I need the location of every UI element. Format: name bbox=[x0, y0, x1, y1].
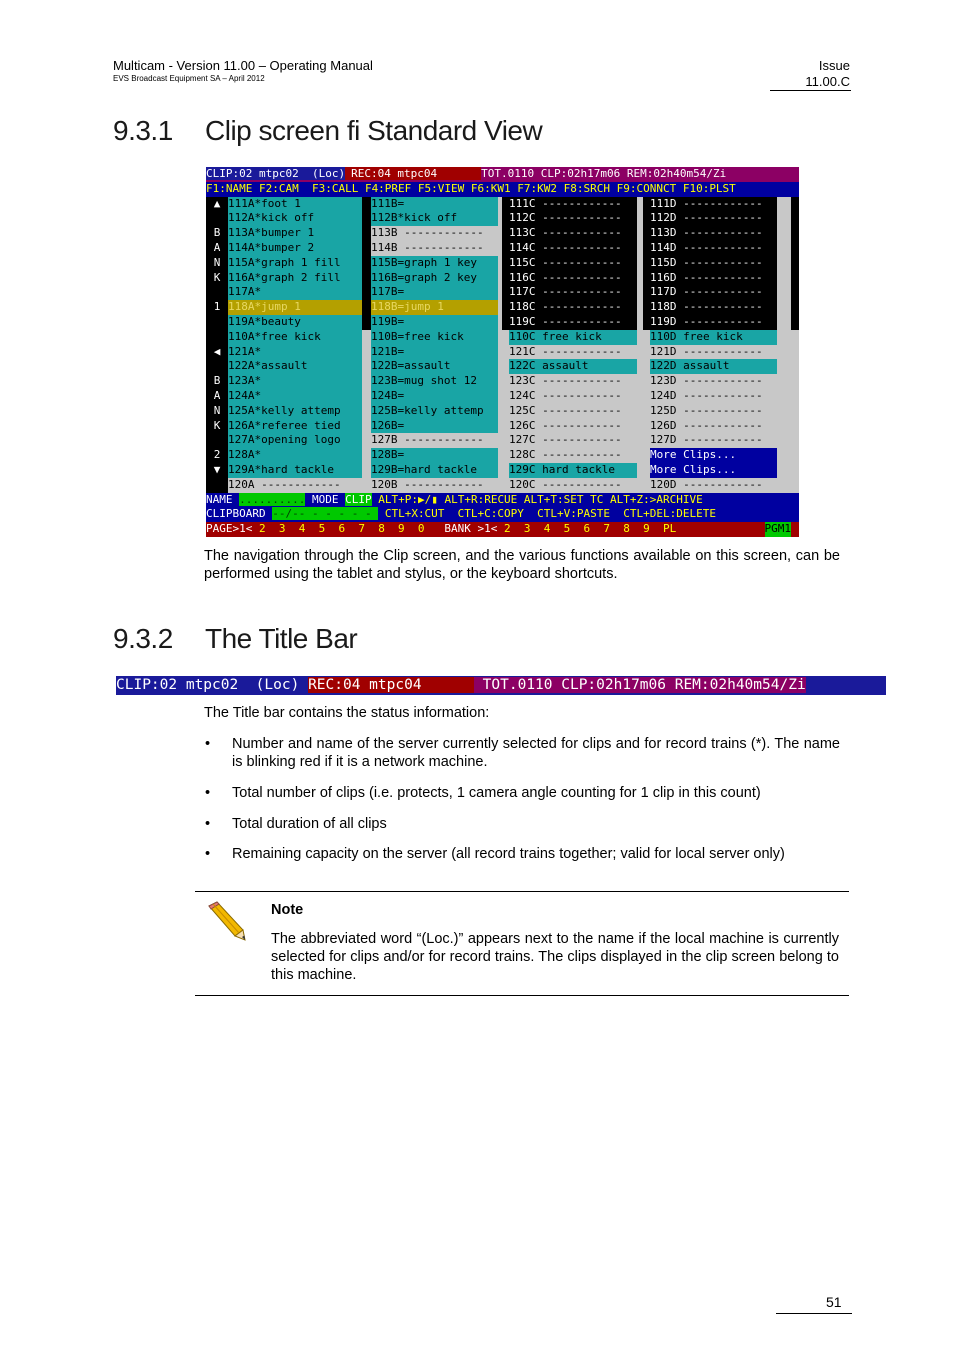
clip-cell: 126D ------------ bbox=[650, 419, 777, 434]
column-separator bbox=[643, 285, 650, 300]
column-separator bbox=[362, 300, 371, 315]
clip-cell: 127B ------------ bbox=[371, 433, 498, 448]
section-number: 9.3.2 bbox=[113, 623, 173, 654]
clip-cell: 120A ------------ bbox=[228, 478, 362, 493]
record-server-status: REC:04 mtpc04 bbox=[308, 677, 474, 693]
bullet-marker: • bbox=[205, 736, 211, 752]
clip-cell: 122C assault bbox=[509, 359, 637, 374]
clip-cell: 113A*bumper 1 bbox=[228, 226, 362, 241]
clip-cell: 115D ------------ bbox=[650, 256, 777, 271]
column-separator bbox=[643, 226, 650, 241]
function-keys-bar bbox=[206, 182, 799, 197]
clip-cell: 121D ------------ bbox=[650, 345, 777, 360]
bank-side-right bbox=[791, 315, 799, 330]
totals-status: TOT.0110 CLP:02h17m06 REM:02h40m54/Zi bbox=[473, 677, 806, 693]
column-separator bbox=[643, 271, 650, 286]
clip-cell: 111D ------------ bbox=[650, 197, 777, 212]
column-separator bbox=[643, 463, 650, 478]
column-separator bbox=[643, 241, 650, 256]
bank-side-letter: ◀ bbox=[206, 345, 228, 360]
column-separator bbox=[362, 389, 371, 404]
bank-side-letter: B bbox=[206, 374, 228, 389]
name-field: .......... bbox=[239, 492, 306, 506]
clip-cell: 119A*beauty bbox=[228, 315, 362, 330]
section-title: The Title Bar bbox=[205, 623, 358, 654]
column-separator bbox=[643, 404, 650, 419]
bullet-marker: • bbox=[205, 816, 211, 832]
clip-cell: 123A* bbox=[228, 374, 362, 389]
clip-cell: 127D ------------ bbox=[650, 433, 777, 448]
bank-side-letter bbox=[206, 315, 228, 330]
document-header bbox=[113, 58, 373, 84]
clip-cell: 117C ------------ bbox=[509, 285, 637, 300]
bank-side-right bbox=[791, 419, 799, 434]
clip-cell: 123B=mug shot 12 bbox=[371, 374, 498, 389]
shortcut-commands: ALT+P:▶/▮ ALT+R:RECUE ALT+T:SET TC ALT+Z:>ARCHIVE bbox=[371, 492, 703, 506]
clip-cell: 124A* bbox=[228, 389, 362, 404]
bank-side-right bbox=[791, 404, 799, 419]
column-separator bbox=[362, 285, 371, 300]
clip-cell: 119C ------------ bbox=[509, 315, 637, 330]
clip-cell: More Clips... bbox=[650, 448, 777, 463]
clip-cell: 121B= bbox=[371, 345, 498, 360]
bank-side-letter: 2 bbox=[206, 448, 228, 463]
issue-number: 11.00.C bbox=[805, 74, 850, 89]
column-separator bbox=[643, 359, 650, 374]
bank-side-letter: B bbox=[206, 226, 228, 241]
bank-side-letter bbox=[206, 478, 228, 493]
pencil-icon bbox=[205, 900, 247, 942]
clip-cell: 126A*referee tied bbox=[228, 419, 362, 434]
list-item-text: Total duration of all clips bbox=[232, 816, 387, 832]
status-bar-page-bank bbox=[206, 522, 799, 537]
clip-cell: 110C free kick bbox=[509, 330, 637, 345]
column-separator bbox=[643, 315, 650, 330]
clip-cell: 120B ------------ bbox=[371, 478, 498, 493]
bank-side-right bbox=[791, 300, 799, 315]
bank-side-letter bbox=[206, 285, 228, 300]
clip-cell: 115B=graph 1 key bbox=[371, 256, 498, 271]
column-separator bbox=[362, 433, 371, 448]
clip-cell: 120C ------------ bbox=[509, 478, 637, 493]
clip-cell: 128B= bbox=[371, 448, 498, 463]
bank-side-letter: K bbox=[206, 271, 228, 286]
section-931-description: The navigation through the Clip screen, and the various functions available on this screen, can be performed using the tablet and stylus, or the keyboard shortcuts. bbox=[204, 548, 840, 582]
section-heading-931 bbox=[113, 115, 542, 147]
column-separator bbox=[643, 433, 650, 448]
clip-cell: 124C ------------ bbox=[509, 389, 637, 404]
function-keys-label: F1:NAME F2:CAM F3:CALL F4:PREF F5:VIEW F6:KW1 F7:KW2 F8:SRCH F9:CONNCT F10:PLST bbox=[206, 181, 736, 195]
clip-cell: 122A*assault bbox=[228, 359, 362, 374]
column-separator bbox=[643, 419, 650, 434]
list-item-text: Number and name of the server currently selected for clips and for record trains (*). The name is blinking red if it is a network machine. bbox=[232, 736, 840, 770]
clip-cell: 117A* bbox=[228, 285, 362, 300]
bank-side-letter bbox=[206, 359, 228, 374]
clipboard-commands: CTL+X:CUT CTL+C:COPY CTL+V:PASTE CTL+DEL:DELETE bbox=[378, 507, 716, 521]
bank-side-right bbox=[791, 211, 799, 226]
clip-cell: 114C ------------ bbox=[509, 241, 637, 256]
clip-cell: 116A*graph 2 fill bbox=[228, 271, 362, 286]
bank-side-letter: N bbox=[206, 256, 228, 271]
bank-side-letter: N bbox=[206, 404, 228, 419]
bank-side-right bbox=[791, 448, 799, 463]
column-separator bbox=[643, 211, 650, 226]
clip-cell: 112B*kick off bbox=[371, 211, 498, 226]
bank-side-letter: 1 bbox=[206, 300, 228, 315]
bank-side-letter: ▲ bbox=[206, 197, 228, 212]
issue-label: Issue bbox=[818, 58, 850, 73]
clip-cell: 111A*foot 1 bbox=[228, 197, 362, 212]
clip-cell: 110B=free kick bbox=[371, 330, 498, 345]
clip-cell: 122D assault bbox=[650, 359, 777, 374]
bank-side-right bbox=[791, 197, 799, 212]
note-top-rule bbox=[195, 891, 849, 892]
column-separator bbox=[362, 315, 371, 330]
clip-cell: 120D ------------ bbox=[650, 478, 777, 493]
clip-cell: 110A*free kick bbox=[228, 330, 362, 345]
clip-cell: 121C ------------ bbox=[509, 345, 637, 360]
column-separator bbox=[362, 359, 371, 374]
clip-cell: 117D ------------ bbox=[650, 285, 777, 300]
manual-title: Multicam - Version 11.00 – Operating Manual bbox=[113, 58, 373, 73]
page-numbers: 2 3 4 5 6 7 8 9 0 bbox=[258, 522, 425, 536]
screen-title-bar bbox=[206, 167, 799, 182]
clip-cell: 112A*kick off bbox=[228, 211, 362, 226]
name-label: NAME bbox=[206, 492, 240, 506]
clip-cell: 114A*bumper 2 bbox=[228, 241, 362, 256]
clipboard-label: CLIPBOARD bbox=[206, 507, 273, 521]
clip-cell: 116D ------------ bbox=[650, 271, 777, 286]
clip-cell: 127A*opening logo bbox=[228, 433, 362, 448]
status-bar-clipboard bbox=[206, 507, 799, 522]
clip-cell: 128C ------------ bbox=[509, 448, 637, 463]
bank-side-right bbox=[791, 226, 799, 241]
clip-cell: 126C ------------ bbox=[509, 419, 637, 434]
bank-side-letter: A bbox=[206, 241, 228, 256]
list-item bbox=[205, 815, 840, 833]
section-title: Clip screen fi Standard View bbox=[205, 115, 543, 146]
column-separator bbox=[643, 374, 650, 389]
clip-cell: 111B= bbox=[371, 197, 498, 212]
clip-cell: 119D ------------ bbox=[650, 315, 777, 330]
clip-cell: 124B= bbox=[371, 389, 498, 404]
clip-cell: 113B ------------ bbox=[371, 226, 498, 241]
list-item bbox=[205, 735, 840, 771]
column-separator bbox=[643, 448, 650, 463]
clip-cell: 114D ------------ bbox=[650, 241, 777, 256]
column-separator bbox=[362, 448, 371, 463]
clip-cell: 124D ------------ bbox=[650, 389, 777, 404]
list-item-text: Remaining capacity on the server (all record trains together; valid for local server only) bbox=[232, 846, 785, 862]
column-separator bbox=[362, 226, 371, 241]
clip-cell: 125A*kelly attemp bbox=[228, 404, 362, 419]
bank-side-right bbox=[791, 345, 799, 360]
clip-cell: 125D ------------ bbox=[650, 404, 777, 419]
bank-side-right bbox=[791, 241, 799, 256]
bullet-marker: • bbox=[205, 846, 211, 862]
clip-cell: 110D free kick bbox=[650, 330, 777, 345]
clip-cell: 112C ------------ bbox=[509, 211, 637, 226]
clip-cell: 129B=hard tackle bbox=[371, 463, 498, 478]
column-separator bbox=[362, 463, 371, 478]
clip-cell: 111C ------------ bbox=[509, 197, 637, 212]
bank-side-letter bbox=[206, 433, 228, 448]
clip-screen-standard-view bbox=[206, 167, 799, 537]
column-separator bbox=[362, 374, 371, 389]
bank-side-letter: K bbox=[206, 419, 228, 434]
clip-cell: 125C ------------ bbox=[509, 404, 637, 419]
bank-side-right bbox=[791, 271, 799, 286]
note-bottom-rule bbox=[195, 995, 849, 996]
mode-label: MODE bbox=[305, 492, 346, 506]
bank-side-right bbox=[791, 389, 799, 404]
clip-cell: 129A*hard tackle bbox=[228, 463, 362, 478]
bank-label: BANK >1< bbox=[424, 522, 505, 536]
title-bar-sample bbox=[116, 676, 886, 695]
clipboard-slots: --/-- - - - - - bbox=[272, 507, 379, 521]
page-label: PAGE>1< bbox=[206, 522, 259, 536]
mode-value: CLIP bbox=[345, 492, 372, 506]
bank-side-right bbox=[791, 330, 799, 345]
clip-cell: 116B=graph 2 key bbox=[371, 271, 498, 286]
section-number: 9.3.1 bbox=[113, 115, 173, 146]
issue-block bbox=[805, 58, 850, 90]
clip-cell: 113D ------------ bbox=[650, 226, 777, 241]
clip-cell: 114B ------------ bbox=[371, 241, 498, 256]
clip-cell: 122B=assault bbox=[371, 359, 498, 374]
clip-cell: 115C ------------ bbox=[509, 256, 637, 271]
bank-side-right bbox=[791, 374, 799, 389]
header-rule bbox=[770, 90, 851, 91]
bank-side-letter bbox=[206, 211, 228, 226]
column-separator bbox=[362, 241, 371, 256]
clip-cell: 112D ------------ bbox=[650, 211, 777, 226]
bullet-marker: • bbox=[205, 785, 211, 801]
bank-side-right bbox=[791, 256, 799, 271]
pgm-indicator: PGM1 bbox=[764, 522, 791, 536]
column-separator bbox=[643, 389, 650, 404]
note-text: The abbreviated word “(Loc.)” appears next to the name if the local machine is currently selected for clips and/or for record trains. The clips displayed in the clip screen belong to this machine. bbox=[271, 931, 839, 983]
column-separator bbox=[643, 300, 650, 315]
bank-side-letter bbox=[206, 330, 228, 345]
column-separator bbox=[643, 330, 650, 345]
bank-side-right bbox=[791, 463, 799, 478]
clip-server-status: CLIP:02 mtpc02 (Loc) bbox=[116, 677, 309, 693]
column-separator bbox=[362, 330, 371, 345]
column-separator bbox=[643, 345, 650, 360]
clip-cell: 125B=kelly attemp bbox=[371, 404, 498, 419]
bank-numbers: 2 3 4 5 6 7 8 9 PL bbox=[504, 522, 677, 536]
clip-cell: 123C ------------ bbox=[509, 374, 637, 389]
clip-cell: 127C ------------ bbox=[509, 433, 637, 448]
column-separator bbox=[643, 478, 650, 493]
column-separator bbox=[362, 197, 371, 212]
page-number: 51 bbox=[826, 1294, 842, 1310]
column-separator bbox=[362, 256, 371, 271]
column-separator bbox=[362, 478, 371, 493]
note-heading: Note bbox=[271, 902, 304, 918]
clip-cell: More Clips... bbox=[650, 463, 777, 478]
bank-side-right bbox=[791, 478, 799, 493]
clip-cell: 126B= bbox=[371, 419, 498, 434]
list-item bbox=[205, 845, 840, 863]
column-separator bbox=[362, 211, 371, 226]
bank-side-letter: A bbox=[206, 389, 228, 404]
clip-server-status: CLIP:02 mtpc02 (Loc) bbox=[206, 167, 346, 180]
footer-rule bbox=[776, 1313, 852, 1314]
bank-side-right bbox=[791, 433, 799, 448]
list-item-text: Total number of clips (i.e. protects, 1 camera angle counting for 1 clip in this count) bbox=[232, 785, 761, 801]
clip-cell: 123D ------------ bbox=[650, 374, 777, 389]
section-heading-932 bbox=[113, 623, 357, 655]
clip-cell: 118D ------------ bbox=[650, 300, 777, 315]
column-separator bbox=[362, 271, 371, 286]
publisher-line: EVS Broadcast Equipment SA – April 2012 bbox=[113, 74, 265, 83]
clip-cell: 129C hard tackle bbox=[509, 463, 637, 478]
clip-cell: 115A*graph 1 fill bbox=[228, 256, 362, 271]
record-server-status: REC:04 mtpc04 bbox=[345, 167, 481, 180]
clip-cell: 118B=jump 1 bbox=[371, 300, 498, 315]
clip-cell: 116C ------------ bbox=[509, 271, 637, 286]
clip-cell: 118C ------------ bbox=[509, 300, 637, 315]
clip-cell: 128A* bbox=[228, 448, 362, 463]
column-separator bbox=[362, 419, 371, 434]
bank-side-right bbox=[791, 285, 799, 300]
totals-status: TOT.0110 CLP:02h17m06 REM:02h40m54/Zi bbox=[481, 167, 727, 180]
list-item bbox=[205, 784, 840, 802]
status-bar-name-mode bbox=[206, 493, 799, 508]
clip-cell: 117B= bbox=[371, 285, 498, 300]
column-separator bbox=[362, 404, 371, 419]
clip-cell: 121A* bbox=[228, 345, 362, 360]
bank-side-right bbox=[791, 359, 799, 374]
title-bar-intro: The Title bar contains the status information: bbox=[204, 705, 490, 721]
clip-cell: 113C ------------ bbox=[509, 226, 637, 241]
clip-cell: 119B= bbox=[371, 315, 498, 330]
column-separator bbox=[362, 345, 371, 360]
bank-side-letter: ▼ bbox=[206, 463, 228, 478]
column-separator bbox=[643, 256, 650, 271]
column-separator bbox=[643, 197, 650, 212]
clip-cell: 118A*jump 1 bbox=[228, 300, 362, 315]
